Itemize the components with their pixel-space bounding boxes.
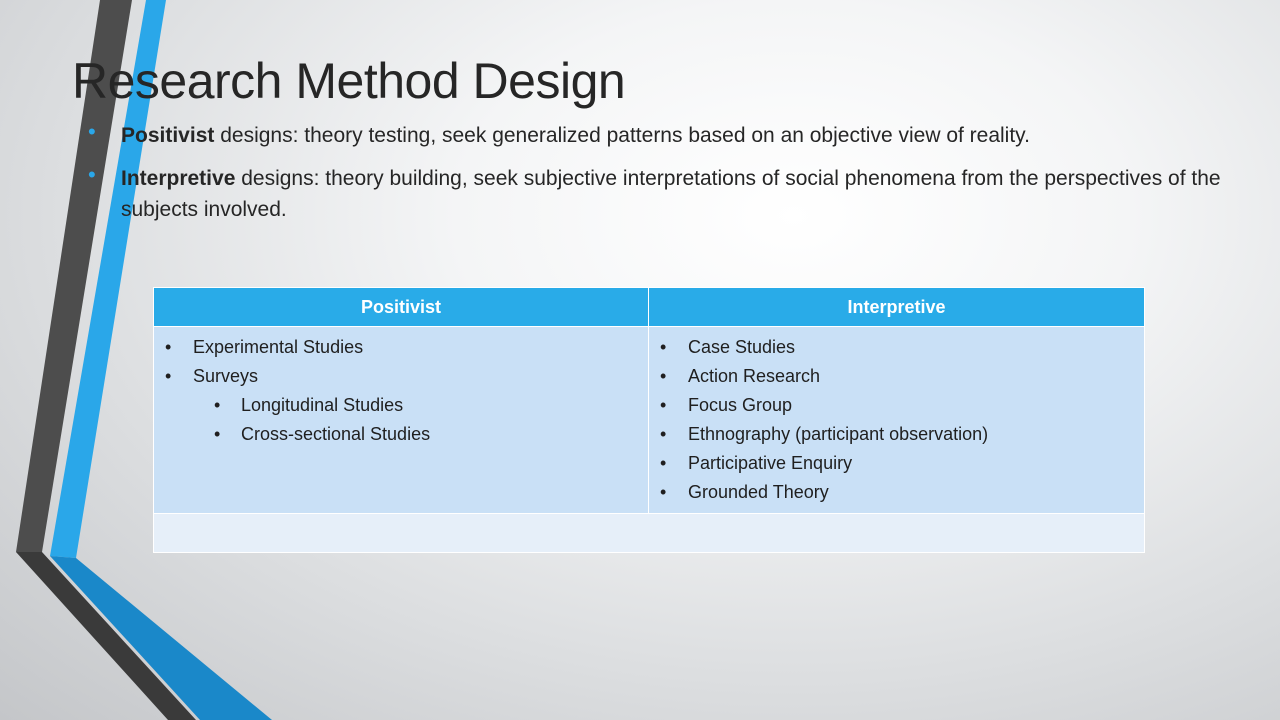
interpretive-cell bbox=[649, 327, 1145, 514]
intro-bullets bbox=[88, 120, 1238, 237]
list-item: • Focus Group bbox=[657, 391, 1136, 420]
list-item: • Ethnography (participant observation) bbox=[657, 420, 1136, 449]
list-item: • Action Research bbox=[657, 362, 1136, 391]
list-item: • Cross-sectional Studies bbox=[162, 420, 640, 449]
slide-title: Research Method Design bbox=[72, 53, 626, 109]
table-header-row bbox=[154, 288, 1145, 327]
header-interpretive: Interpretive bbox=[649, 288, 1145, 327]
header-positivist: Positivist bbox=[154, 288, 649, 327]
bullet-term: Positivist bbox=[121, 124, 215, 147]
bullet-positivist bbox=[88, 120, 1238, 151]
bullet-dot-icon: • bbox=[88, 162, 96, 187]
comparison-table bbox=[153, 287, 1145, 553]
bullet-interpretive bbox=[88, 163, 1238, 225]
bullet-description: designs: theory building, seek subjective interpretations of social phenomena from the perspectives of the subjects involved. bbox=[121, 167, 1221, 221]
list-item: • Participative Enquiry bbox=[657, 449, 1136, 478]
list-item: • Experimental Studies bbox=[162, 333, 640, 362]
list-item: • Case Studies bbox=[657, 333, 1136, 362]
table-row-empty bbox=[154, 514, 1145, 553]
positivist-list bbox=[162, 333, 640, 449]
bullet-description: designs: theory testing, seek generalized patterns based on an objective view of reality. bbox=[214, 124, 1030, 147]
table-row bbox=[154, 327, 1145, 514]
empty-cell bbox=[154, 514, 1145, 553]
interpretive-list bbox=[657, 333, 1136, 507]
list-item: • Grounded Theory bbox=[657, 478, 1136, 507]
list-item: • Longitudinal Studies bbox=[162, 391, 640, 420]
bullet-dot-icon: • bbox=[88, 119, 96, 144]
positivist-cell bbox=[154, 327, 649, 514]
list-item: • Surveys bbox=[162, 362, 640, 391]
bullet-term: Interpretive bbox=[121, 167, 236, 190]
